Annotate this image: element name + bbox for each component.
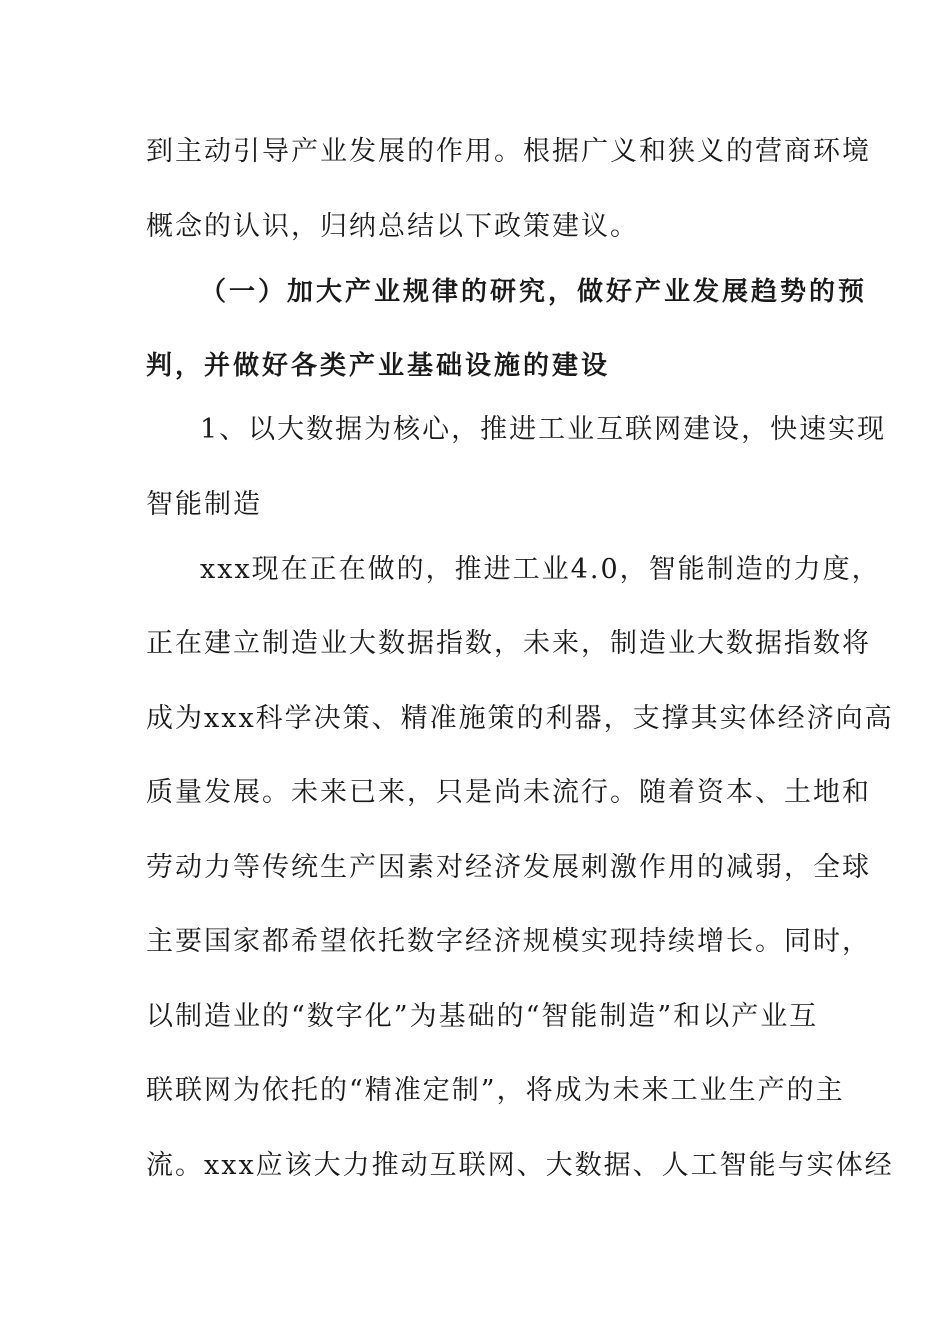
- paragraph-line: 以制造业的“数字化”为基础的“智能制造”和以产业互: [146, 1001, 819, 1032]
- paragraph-line: 成为xxx科学决策、精准施策的利器，支撑其实体经济向高: [146, 703, 894, 734]
- section-heading-line: 判，并做好各类产业基础设施的建设: [146, 351, 611, 381]
- paragraph-line: 联联网为依托的“精准定制”，将成为未来工业生产的主: [146, 1075, 845, 1106]
- paragraph-line: 劳动力等传统生产因素对经济发展刺激作用的减弱，全球: [146, 852, 871, 883]
- paragraph-line: 概念的认识，归纳总结以下政策建议。: [146, 211, 639, 242]
- paragraph-line: 到主动引导产业发展的作用。根据广义和狭义的营商环境: [146, 136, 871, 167]
- paragraph-line: 正在建立制造业大数据指数，未来，制造业大数据指数将: [146, 628, 871, 659]
- paragraph-line: xxx现在正在做的，推进工业4.0，智能制造的力度，: [200, 554, 881, 585]
- paragraph-line: 主要国家都希望依托数字经济规模实现持续增长。同时，: [146, 926, 871, 957]
- subheading-line: 智能制造: [146, 489, 262, 520]
- paragraph-line: 质量发展。未来已来，只是尚未流行。随着资本、土地和: [146, 777, 871, 808]
- subheading-line: 1、以大数据为核心，推进工业互联网建设，快速实现: [200, 414, 887, 445]
- paragraph-line: 流。xxx应该大力推动互联网、大数据、人工智能与实体经: [146, 1150, 894, 1181]
- section-heading-line: （一）加大产业规律的研究，做好产业发展趋势的预: [200, 277, 868, 307]
